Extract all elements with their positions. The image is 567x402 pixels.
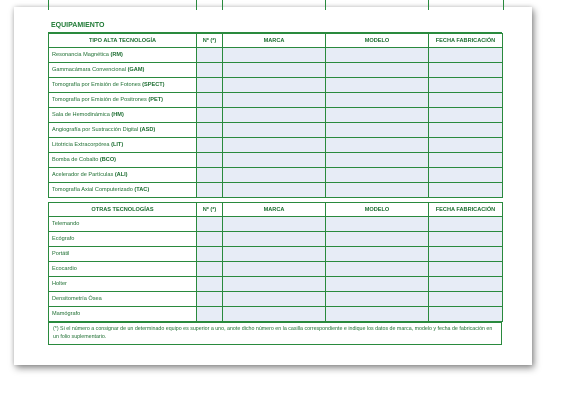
- high-tech-row: [49, 48, 503, 63]
- other-tech-brand-cell[interactable]: [223, 307, 326, 322]
- other-tech-count-cell[interactable]: [197, 277, 223, 292]
- other-tech-row-label: Telemando: [49, 217, 197, 232]
- other-tech-model-cell[interactable]: [326, 262, 429, 277]
- high-tech-date-cell[interactable]: [429, 63, 503, 78]
- other-tech-count-cell[interactable]: [197, 292, 223, 307]
- other-tech-header-date: FECHA FABRICACIÓN: [429, 203, 503, 217]
- high-tech-model-cell[interactable]: [326, 93, 429, 108]
- high-tech-model-cell[interactable]: [326, 48, 429, 63]
- other-tech-count-cell[interactable]: [197, 247, 223, 262]
- high-tech-brand-cell[interactable]: [223, 168, 326, 183]
- other-tech-table: [48, 202, 503, 322]
- high-tech-row-code: (GAM): [127, 67, 145, 73]
- section-title: EQUIPAMIENTO: [48, 19, 502, 33]
- high-tech-model-cell[interactable]: [326, 168, 429, 183]
- high-tech-brand-cell[interactable]: [223, 183, 326, 198]
- other-tech-row: [49, 217, 503, 232]
- high-tech-model-cell[interactable]: [326, 108, 429, 123]
- high-tech-brand-cell[interactable]: [223, 93, 326, 108]
- other-tech-date-cell[interactable]: [429, 277, 503, 292]
- high-tech-brand-cell[interactable]: [223, 123, 326, 138]
- high-tech-row-label: Litotricia Extracorpórea (LIT): [49, 138, 197, 153]
- high-tech-header-model: MODELO: [326, 34, 429, 48]
- other-tech-header-row: [49, 203, 503, 217]
- high-tech-row-label: Acelerador de Partículas (ALI): [49, 168, 197, 183]
- other-tech-date-cell[interactable]: [429, 232, 503, 247]
- other-tech-row-label: Mamógrafo: [49, 307, 197, 322]
- high-tech-date-cell[interactable]: [429, 123, 503, 138]
- high-tech-row: [49, 93, 503, 108]
- other-tech-date-cell[interactable]: [429, 217, 503, 232]
- high-tech-row-label: Tomografía por Emisión de Positrones (PET): [49, 93, 197, 108]
- high-tech-date-cell[interactable]: [429, 48, 503, 63]
- other-tech-row: [49, 307, 503, 322]
- high-tech-brand-cell[interactable]: [223, 63, 326, 78]
- high-tech-row-code: (SPECT): [142, 82, 165, 88]
- high-tech-count-cell[interactable]: [197, 93, 223, 108]
- high-tech-count-cell[interactable]: [197, 183, 223, 198]
- high-tech-brand-cell[interactable]: [223, 48, 326, 63]
- high-tech-date-cell[interactable]: [429, 153, 503, 168]
- high-tech-row-code: (PET): [148, 97, 163, 103]
- high-tech-date-cell[interactable]: [429, 78, 503, 93]
- high-tech-header-date: FECHA FABRICACIÓN: [429, 34, 503, 48]
- other-tech-date-cell[interactable]: [429, 262, 503, 277]
- other-tech-count-cell[interactable]: [197, 307, 223, 322]
- high-tech-row-code: (BCO): [99, 157, 117, 163]
- high-tech-table: [48, 33, 503, 198]
- other-tech-header-brand: MARCA: [223, 203, 326, 217]
- other-tech-brand-cell[interactable]: [223, 277, 326, 292]
- high-tech-row-code: (ASD): [139, 127, 156, 133]
- high-tech-model-cell[interactable]: [326, 123, 429, 138]
- high-tech-count-cell[interactable]: [197, 153, 223, 168]
- high-tech-brand-cell[interactable]: [223, 108, 326, 123]
- high-tech-row-code: (RM): [110, 52, 123, 58]
- high-tech-row-code: (HM): [111, 112, 124, 118]
- high-tech-row: [49, 183, 503, 198]
- other-tech-header-type: OTRAS TECNOLOGÍAS: [49, 203, 197, 217]
- high-tech-row: [49, 153, 503, 168]
- high-tech-count-cell[interactable]: [197, 63, 223, 78]
- high-tech-row: [49, 123, 503, 138]
- other-tech-row-label: Portátil: [49, 247, 197, 262]
- high-tech-count-cell[interactable]: [197, 138, 223, 153]
- high-tech-model-cell[interactable]: [326, 78, 429, 93]
- high-tech-row-label: Bomba de Cobalto (BCO): [49, 153, 197, 168]
- other-tech-date-cell[interactable]: [429, 292, 503, 307]
- high-tech-count-cell[interactable]: [197, 123, 223, 138]
- high-tech-count-cell[interactable]: [197, 108, 223, 123]
- high-tech-row-label: Angiografía por Sustracción Digital (ASD): [49, 123, 197, 138]
- other-tech-brand-cell[interactable]: [223, 262, 326, 277]
- other-tech-date-cell[interactable]: [429, 307, 503, 322]
- other-tech-brand-cell[interactable]: [223, 232, 326, 247]
- other-tech-model-cell[interactable]: [326, 232, 429, 247]
- other-tech-row-label: Ecógrafo: [49, 232, 197, 247]
- high-tech-row: [49, 63, 503, 78]
- high-tech-row-label: Tomografía por Emisión de Fotones (SPECT): [49, 78, 197, 93]
- high-tech-header-brand: MARCA: [223, 34, 326, 48]
- other-tech-row-label: Ecocardio: [49, 262, 197, 277]
- high-tech-row-label: Gammacámara Convencional (GAM): [49, 63, 197, 78]
- other-tech-header-model: MODELO: [326, 203, 429, 217]
- high-tech-row-code: (TAC): [134, 187, 150, 193]
- high-tech-brand-cell[interactable]: [223, 153, 326, 168]
- high-tech-date-cell[interactable]: [429, 138, 503, 153]
- high-tech-brand-cell[interactable]: [223, 78, 326, 93]
- other-tech-brand-cell[interactable]: [223, 217, 326, 232]
- other-tech-brand-cell[interactable]: [223, 292, 326, 307]
- other-tech-count-cell[interactable]: [197, 262, 223, 277]
- other-tech-header-count: Nº (*): [197, 203, 223, 217]
- high-tech-count-cell[interactable]: [197, 48, 223, 63]
- other-tech-row: [49, 232, 503, 247]
- high-tech-row: [49, 78, 503, 93]
- other-tech-row-label: Densitometría Ósea: [49, 292, 197, 307]
- high-tech-date-cell[interactable]: [429, 183, 503, 198]
- other-tech-model-cell[interactable]: [326, 217, 429, 232]
- high-tech-count-cell[interactable]: [197, 168, 223, 183]
- high-tech-header-row: [49, 34, 503, 48]
- other-tech-model-cell[interactable]: [326, 307, 429, 322]
- other-tech-model-cell[interactable]: [326, 247, 429, 262]
- high-tech-row-label: Sala de Hemodinámica (HM): [49, 108, 197, 123]
- high-tech-model-cell[interactable]: [326, 153, 429, 168]
- high-tech-model-cell[interactable]: [326, 138, 429, 153]
- high-tech-header-count: Nº (*): [197, 34, 223, 48]
- high-tech-count-cell[interactable]: [197, 78, 223, 93]
- footnote: (*) Si el número a consignar de un determinado equipo es superior a uno, anote dicho número en la casilla correspondiente e indique los datos de marca, modelo y fecha de fabricación en un folio suplementario.: [48, 322, 502, 345]
- previous-section-fragment: [48, 0, 504, 10]
- high-tech-model-cell[interactable]: [326, 183, 429, 198]
- other-tech-row: [49, 292, 503, 307]
- high-tech-header-type: TIPO ALTA TECNOLOGÍA: [49, 34, 197, 48]
- high-tech-row: [49, 138, 503, 153]
- other-tech-row: [49, 247, 503, 262]
- high-tech-date-cell[interactable]: [429, 108, 503, 123]
- other-tech-brand-cell[interactable]: [223, 247, 326, 262]
- high-tech-date-cell[interactable]: [429, 93, 503, 108]
- high-tech-row: [49, 108, 503, 123]
- high-tech-row-code: (ALI): [114, 172, 128, 178]
- high-tech-row-label: Tomografía Axial Computerizado (TAC): [49, 183, 197, 198]
- other-tech-row-label: Holter: [49, 277, 197, 292]
- high-tech-model-cell[interactable]: [326, 63, 429, 78]
- other-tech-date-cell[interactable]: [429, 247, 503, 262]
- other-tech-count-cell[interactable]: [197, 217, 223, 232]
- high-tech-row-label: Resonancia Magnética (RM): [49, 48, 197, 63]
- high-tech-date-cell[interactable]: [429, 168, 503, 183]
- other-tech-row: [49, 277, 503, 292]
- other-tech-model-cell[interactable]: [326, 277, 429, 292]
- other-tech-model-cell[interactable]: [326, 292, 429, 307]
- other-tech-row: [49, 262, 503, 277]
- high-tech-row-code: (LIT): [111, 142, 124, 148]
- high-tech-brand-cell[interactable]: [223, 138, 326, 153]
- high-tech-row: [49, 168, 503, 183]
- other-tech-count-cell[interactable]: [197, 232, 223, 247]
